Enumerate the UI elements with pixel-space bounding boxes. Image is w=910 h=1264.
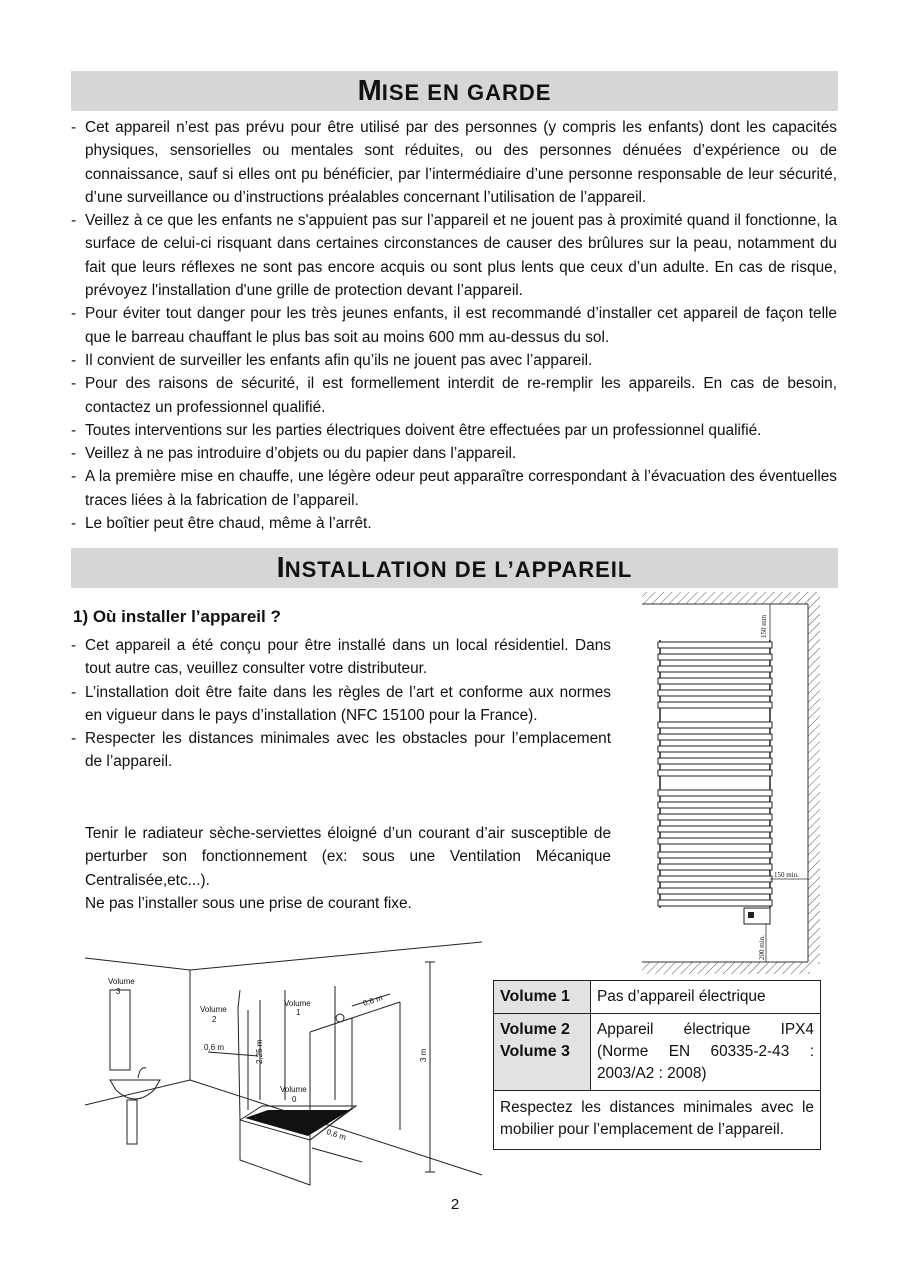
table-row [494,981,821,1014]
list-item: - Veillez à ne pas introduire d’objets ou du papier dans l’appareil. [71,442,837,465]
volume2-label: Volume 2 [500,1021,570,1038]
list-item: - A la première mise en chauffe, une légère odeur peut apparaître correspondant à l’évacuation des éventuelles traces liées à la fabrication de l’appareil. [71,465,837,512]
list-item: - Pour éviter tout danger pour les très jeunes enfants, il est recommandé d’installer cet appareil de façon telle que le barreau chauffant le plus bas soit au moins 600 mm au-dessus du sol. [71,302,837,349]
subsection-title: 1) Où installer l’appareil ? [73,607,281,626]
volume3-label: Volume 3 [500,1043,570,1060]
volume1-value: Pas d’appareil électrique [591,981,821,1014]
volume-table [493,980,821,1150]
volume2-number: 2 [212,1015,217,1024]
table-row [494,1091,821,1150]
height-label: 3 m [419,1048,428,1062]
volume1-label: Volume [284,999,311,1008]
volume0-label: Volume [280,1085,307,1094]
list-item: - Il convient de surveiller les enfants afin qu’ils ne jouent pas avec l’appareil. [71,349,837,372]
list-item: - Veillez à ce que les enfants ne s'appuient pas sur l’appareil et ne jouent pas à proximité quand il fonctionne, la surface de celui-ci risquant dans certaines circonstances de causer des brûlures sur la peau, notamment du fait que leurs réflexes ne sont pas encore acquis ou sont plus lents que ceux d’un adulte. En cas de risque, prévoyez l'installation d'une grille de protection devant l’appareil. [71,209,837,302]
volume23-cell [494,1014,591,1091]
top-gap-label: 150 mm [760,614,768,638]
list-item: - Le boîtier peut être chaud, même à l’arrêt. [71,512,837,535]
list-item: - Respecter les distances minimales avec les obstacles pour l’emplacement de l’appareil. [71,727,611,774]
list-item: - L’installation doit être faite dans les règles de l’art et conforme aux normes en vigueur dans le pays d’installation (NFC 15100 pour la France). [71,681,611,728]
warnings-list [71,116,837,535]
list-item: - Cet appareil a été conçu pour être installé dans un local résidentiel. Dans tout autre cas, veuillez consulter votre distributeur. [71,634,611,681]
install-list [71,634,611,774]
distance-label: 0,6 m [204,1043,225,1052]
list-item: - Toutes interventions sur les parties électriques doivent être effectuées par un professionnel qualifié. [71,419,837,442]
socket-paragraph: Ne pas l’installer sous une prise de courant fixe. [85,895,412,912]
table-note: Respectez les distances minimales avec le mobilier pour l’emplacement de l’appareil. [494,1091,821,1150]
bottom-gap-label: 200 min. [758,935,766,960]
control-box [744,908,770,924]
volume3-number: 3 [116,987,121,996]
table-row [494,1014,821,1091]
volume1-cell: Volume 1 [494,981,591,1014]
draft-paragraph: Tenir le radiateur sèche-serviettes éloigné d’un courant d’air susceptible de perturber son fonctionnement (ex: sous une Ventilation Mécanique Centralisée,etc...). [85,825,611,889]
section-title-installation: INSTALLATION DE L’APPAREIL [71,548,838,588]
volume0-number: 0 [292,1095,297,1104]
volume23-value: Appareil électrique IPX4 (Norme EN 60335-2-43 : 2003/A2 : 2008) [591,1014,821,1091]
page-number: 2 [450,1196,460,1213]
bathroom-volumes-diagram [80,940,490,1190]
distance-label: 0,6 m [361,993,384,1008]
volume2-label: Volume [200,1005,227,1014]
radiator [658,640,772,908]
list-item: - Pour des raisons de sécurité, il est formellement interdit de re-remplir les appareils. En cas de besoin, contactez un professionnel qualifié. [71,372,837,419]
section-title-mise-en-garde: MISE EN GARDE [71,71,838,111]
side-gap-label: 150 min. [774,871,799,879]
volume3-label: Volume [108,977,135,986]
radiator-clearance-diagram [640,590,825,980]
height-label: 2,25 m [255,1039,264,1064]
distance-label: 0,6 m [325,1127,348,1143]
list-item: - Cet appareil n’est pas prévu pour être utilisé par des personnes (y compris les enfants) dont les capacités physiques, sensorielles ou mentales sont réduites, ou des personnes dénuées d’expérience ou de connaissance, sauf si elles ont pu bénéficier, par l’intermédiaire d’une personne responsable de leur sécurité, d’une surveillance ou d’instructions préalables concernant l’utilisation de l’appareil. [71,116,837,209]
volume1-number: 1 [296,1008,301,1017]
